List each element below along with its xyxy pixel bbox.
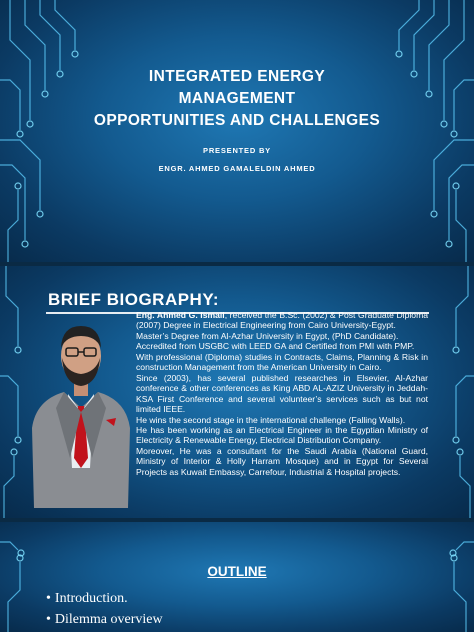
slide-title-line-1: INTEGRATED ENERGY	[148, 68, 326, 85]
circuit-decoration	[0, 0, 474, 262]
slide-title-line-2: MANAGEMENT	[178, 90, 296, 107]
bio-name: Eng. Ahmed G. Ismail	[136, 310, 225, 320]
presented-by-label: PRESENTED BY	[203, 146, 271, 155]
bio-paragraph-3: Accredited from USGBC with LEED GA and Certified from PMI with PMP.	[136, 341, 415, 352]
bio-paragraph-6: He wins the second stage in the international challenge (Falling Walls).	[136, 414, 406, 425]
slide-title-line-3: OPPORTUNITIES AND CHALLENGES	[93, 112, 381, 129]
bio-paragraph-1: , received the B.Sc. (2002) & Post Graduate Diploma (2007) Degree in Electrical Engineering from Cairo University-Egypt.	[136, 310, 429, 331]
outline-list	[46, 588, 163, 630]
presenter-name: ENGR. AHMED GAMALELDIN AHMED	[158, 164, 316, 173]
bio-paragraph-4: With professional (Diploma) studies in Contracts, Claims, Planning & Risk in construction Management from the American University in Cairo.	[136, 351, 428, 373]
outline-heading: OUTLINE	[207, 564, 267, 579]
outline-item: • Introduction.	[46, 588, 163, 609]
biography-text	[136, 310, 428, 477]
presenter-photo	[26, 308, 136, 508]
bio-paragraph-7: He has been working as an Electrical Engineer in the Egyptian Ministry of Electricity & Renewable Energy, Electrical Distribution Company.	[136, 424, 428, 446]
biography-heading: BRIEF BIOGRAPHY:	[48, 290, 220, 309]
title-slide	[0, 0, 474, 262]
outline-item: • Dilemma overview	[46, 609, 163, 630]
outline-slide	[0, 522, 474, 632]
biography-slide	[0, 266, 474, 518]
bio-paragraph-8: Moreover, He was a consultant for the Saudi Arabia (National Guard, Ministry of Interior & Holly Harram Mosque) and in Egypt for Several Projects as Kuwait Embassy, Carrefour, Industrial & Hospital projects.	[136, 445, 428, 477]
bio-paragraph-2: Master’s Degree from Al-Azhar University in Egypt, (PhD Candidate).	[136, 330, 399, 341]
bio-paragraph-5: Since (2003), has several published researches in Elsevier, Al-Azhar conference & other conferences as King ABD AL-AZIZ University in Jeddah-KSA First Conference and several volunteer’s services such as but not limited IEEE.	[136, 372, 428, 415]
